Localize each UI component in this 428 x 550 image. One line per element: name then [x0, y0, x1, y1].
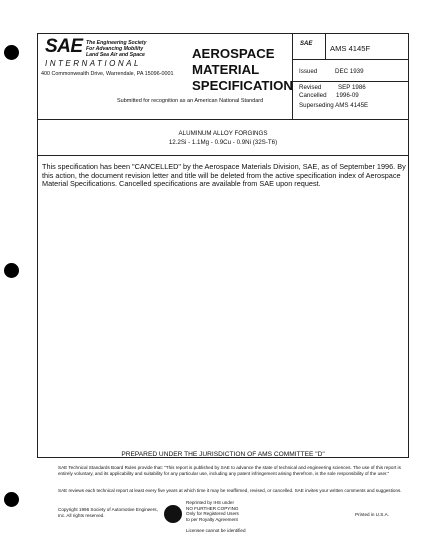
material-composition: 12.2Si - 1.1Mg - 0.9Cu - 0.9Ni (32S-T6): [168, 139, 278, 146]
cancelled-label: Cancelled: [299, 92, 327, 99]
reprint-line-4: to per Royalty Agreement: [186, 516, 238, 522]
sae-badge: SAE: [300, 41, 313, 47]
header-divider: [37, 119, 409, 120]
hole-bottom: [4, 492, 19, 507]
cancellation-notice: This specification has been "CANCELLED" by the Aerospace Materials Division, SAE, as of September 1996. By this action, the document revision letter and title will be deleted from the active specification index of Aerospace Material Specifications. Cancelled specifications are available from SAE upon request.: [42, 162, 406, 189]
logo-international: INTERNATIONAL: [45, 59, 141, 68]
title-line-2: MATERIAL: [192, 62, 260, 77]
title-line-1: AEROSPACE: [192, 46, 275, 61]
ihs-logo: [164, 505, 182, 523]
sae-address: 400 Commonwealth Drive, Warrendale, PA 15096-0001: [41, 71, 174, 77]
footer-review: SAE reviews each technical report at least every five years at which time it may be reaffirmed, revised, or cancelled. SAE invites your written comments and suggestions.: [58, 488, 402, 493]
title-line-3: SPECIFICATION: [192, 78, 293, 93]
reprint-line-3: Only for Registered Users: [186, 511, 239, 517]
issued-label: Issued: [299, 68, 318, 75]
logo-tag-line-1: The Engineering Society: [86, 40, 147, 46]
reprint-notice: [186, 500, 266, 522]
footer-rules: SAE Technical Standards Board Rules provide that: "This report is published by SAE to advance the state of technical and engineering sciences. The use of this report is entirely voluntary, and its applicability and suitability for any particular use, including any patent infringement arising therefrom, is the sole responsibility of the user.": [58, 465, 401, 476]
issued-value: DEC 1939: [335, 68, 364, 75]
footer-copyright: Copyright 1996 Society of Automotive Engineers, Inc. All rights reserved.: [58, 507, 158, 518]
document-title: [192, 46, 293, 94]
spec-number-underline: [292, 59, 409, 60]
cancelled-value: 1996-09: [336, 92, 359, 99]
printed-in: Printed in U.S.A.: [355, 512, 389, 517]
revised-value: SEP 1986: [338, 84, 366, 91]
sae-logo-text: SAE: [45, 36, 83, 57]
logo-tagline: [86, 40, 171, 58]
sae-logo: [45, 38, 85, 55]
material-title: ALUMINUM ALLOY FORGINGS: [178, 130, 268, 137]
logo-tag-line-2: For Advancing Mobility: [86, 46, 144, 52]
reprint-line-2: NO FURTHER COPYING: [186, 505, 239, 511]
issued-underline: [292, 81, 409, 82]
superseding: Superseding AMS 4145E: [299, 102, 369, 109]
spec-number: AMS 4145F: [330, 44, 371, 53]
spec-number-divider: [325, 33, 326, 59]
title-divider: [37, 155, 409, 156]
licensee-note: Licensee cannot be identified: [186, 528, 246, 533]
logo-tag-line-3: Land Sea Air and Space: [86, 52, 145, 58]
ansi-subtitle: Submitted for recognition as an American National Standard: [117, 98, 264, 104]
reprint-line-1: Reprinted by IHS under: [186, 500, 235, 505]
hole-top: [4, 45, 19, 60]
hole-middle: [4, 263, 19, 278]
committee-line: PREPARED UNDER THE JURISDICTION OF AMS COMMITTEE "D": [121, 451, 325, 458]
revised-label: Revised: [299, 84, 322, 91]
